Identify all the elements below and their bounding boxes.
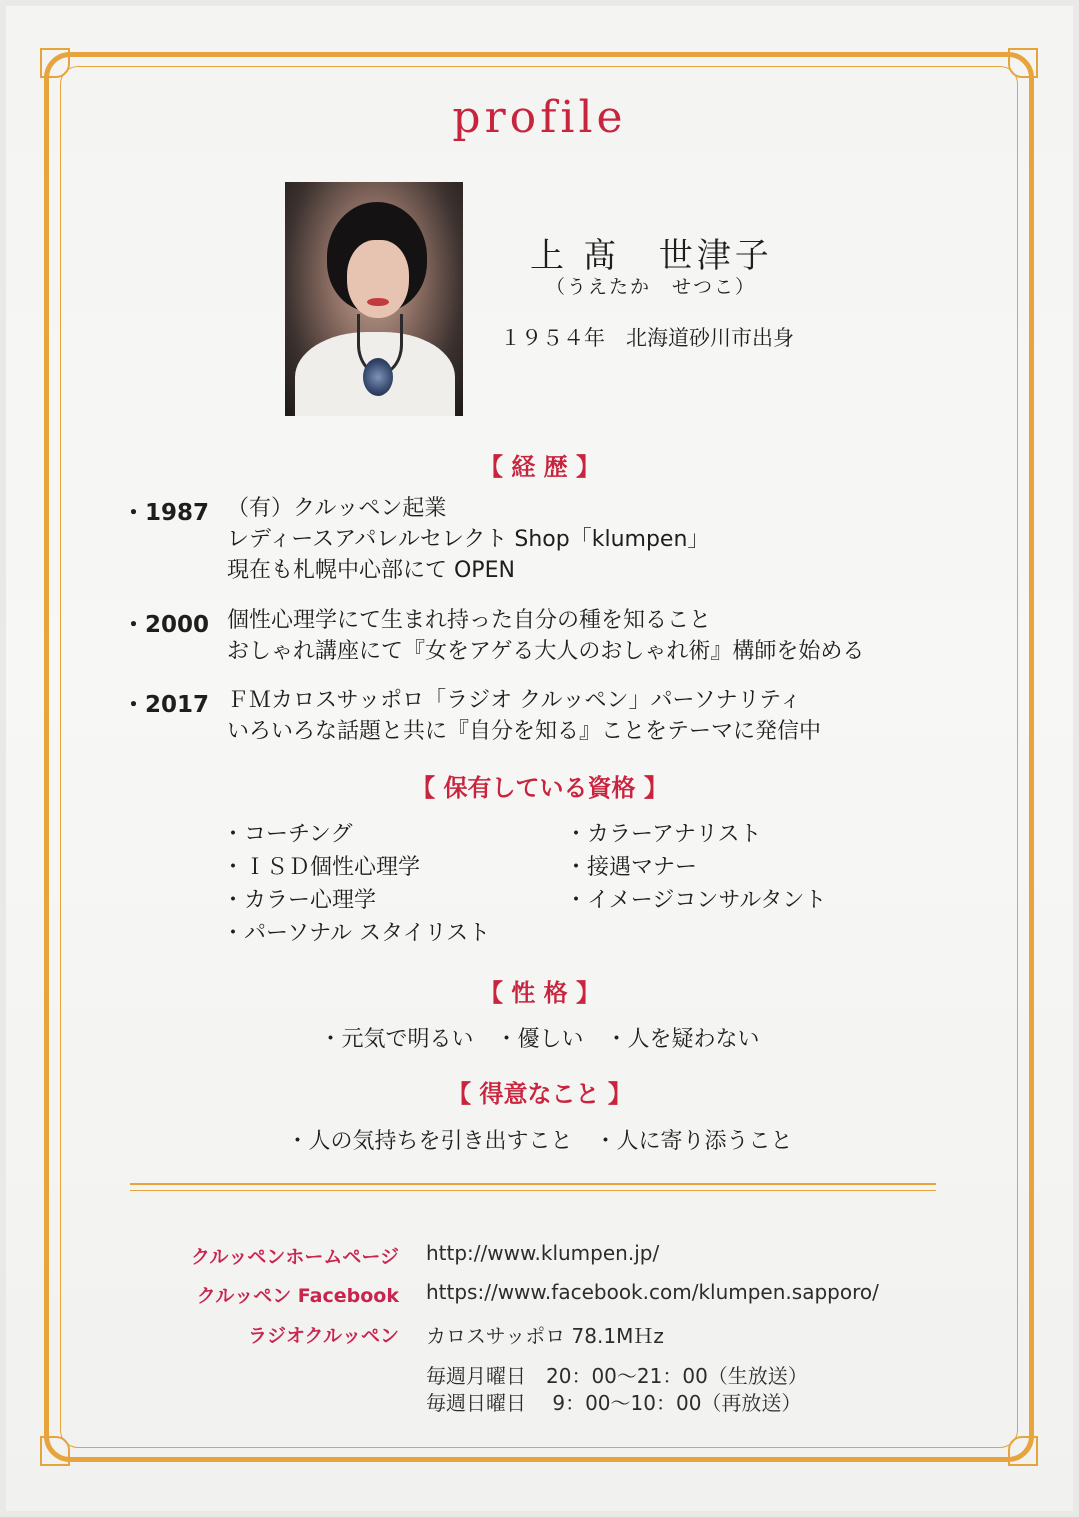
frame-corner-ornament (40, 1436, 70, 1466)
career-line: いろいろな話題と共に『自分を知る』ことをテーマに発信中 (227, 719, 822, 744)
career-year: ・2017 (122, 692, 210, 718)
birth-info: １９５４年 北海道砂川市出身 (500, 326, 794, 350)
person-name: 上 髙 世津子 (530, 236, 773, 276)
divider-line (130, 1183, 936, 1185)
qualification-item: ・カラー心理学 (222, 888, 377, 913)
career-line: レディースアパレルセレクト Shop「klumpen」 (227, 527, 710, 552)
facebook-url[interactable]: https://www.facebook.com/klumpen.sapporo/ (426, 1280, 879, 1304)
profile-photo (285, 182, 463, 416)
qualifications-heading: 【 保有している資格 】 (411, 774, 668, 802)
qualification-item: ・パーソナル スタイリスト (222, 921, 491, 946)
radio-station: カロスサッポロ 78.1MＨz (426, 1324, 664, 1348)
career-line: （有）クルッペン起業 (227, 496, 447, 521)
personality-heading: 【 性 格 】 (478, 979, 601, 1007)
qualification-item: ・接遇マナー (565, 855, 698, 880)
personality-traits: ・元気で明るい ・優しい ・人を疑わない (319, 1027, 760, 1052)
page-title: profile (452, 92, 627, 143)
career-year: ・2000 (122, 612, 210, 638)
career-description (227, 605, 864, 667)
radio-label: ラジオクルッペン (247, 1325, 399, 1347)
facebook-label: クルッペン Facebook (196, 1285, 399, 1307)
qualification-item: ・イメージコンサルタント (565, 888, 827, 913)
career-year: ・1987 (122, 500, 210, 526)
frame-corner-ornament (1008, 48, 1038, 78)
career-line: 個性心理学にて生まれ持った自分の種を知ること (227, 608, 712, 633)
broadcast-schedule-live: 毎週月曜日 20：00～21：00（生放送） (426, 1364, 808, 1388)
qualification-item: ・カラーアナリスト (565, 822, 762, 847)
frame-corner-ornament (1008, 1436, 1038, 1466)
qualification-item: ・コーチング (222, 822, 353, 847)
career-line: 現在も札幌中心部にて OPEN (227, 558, 515, 583)
homepage-label: クルッペンホームページ (190, 1246, 399, 1268)
broadcast-schedule-rerun: 毎週日曜日 9：00～10：00（再放送） (426, 1391, 802, 1415)
divider-line (130, 1190, 936, 1191)
frame-corner-ornament (40, 48, 70, 78)
qualification-item: ・ＩＳＤ個性心理学 (222, 855, 421, 880)
career-heading: 【 経 歴 】 (478, 453, 601, 481)
career-line: ＦＭカロスサッポロ「ラジオ クルッペン」パーソナリティ (227, 688, 802, 713)
career-description (227, 685, 821, 747)
person-name-reading: （うえたか せつこ） (546, 276, 757, 298)
career-line: おしゃれ講座にて『女をアゲる大人のおしゃれ術』構師を始める (227, 639, 865, 664)
homepage-url[interactable]: http://www.klumpen.jp/ (426, 1241, 660, 1265)
strengths-list: ・人の気持ちを引き出すこと ・人に寄り添うこと (286, 1129, 793, 1154)
career-description (227, 493, 709, 586)
strengths-heading: 【 得意なこと 】 (447, 1080, 632, 1108)
